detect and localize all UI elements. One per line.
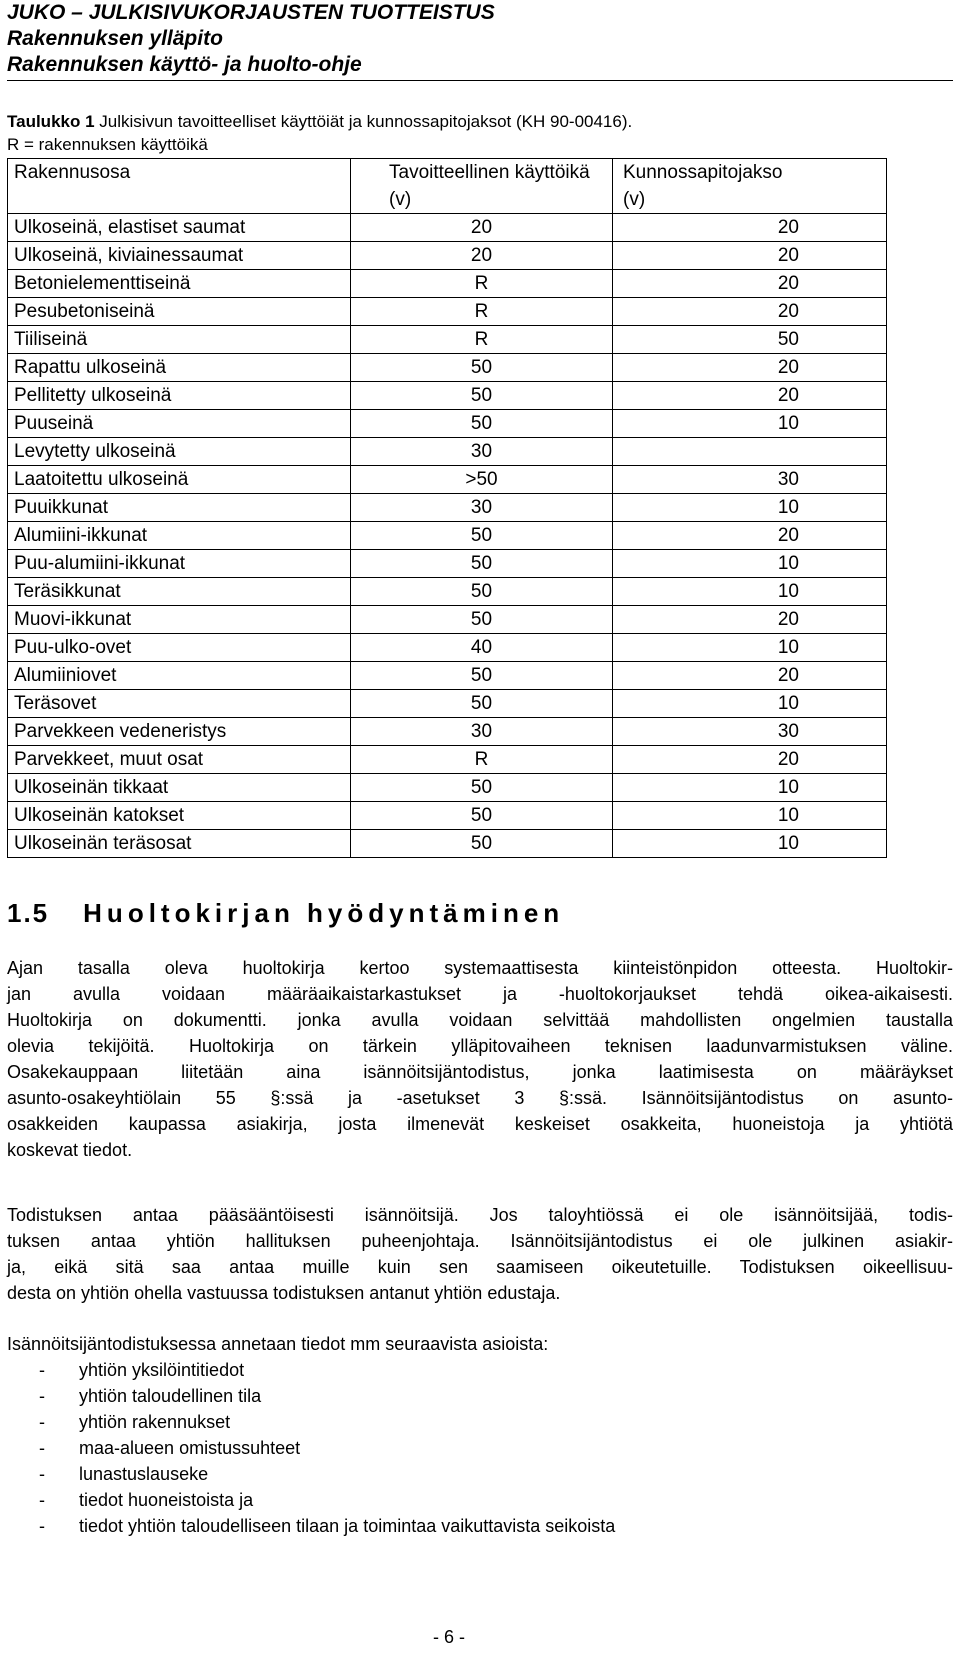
cell-life: 50 [351, 382, 613, 410]
cell-maint: 50 [613, 326, 887, 354]
paragraph-line: Todistuksen antaa pääsääntöisesti isännöitsijä. Jos taloyhtiössä ei ole isännöitsijää, todis- [7, 1205, 953, 1225]
list-item [7, 1513, 953, 1539]
header-part: Rakennusosa [8, 159, 351, 214]
paragraph-line: Osakekauppaan liitetään aina isännöitsijäntodistus, jonka laatimisesta on määräykset [7, 1062, 953, 1082]
cell-life: R [351, 270, 613, 298]
cell-part: Puu-alumiini-ikkunat [8, 550, 351, 578]
cell-maint: 20 [613, 746, 887, 774]
cell-part: Puuseinä [8, 410, 351, 438]
cell-part: Muovi-ikkunat [8, 606, 351, 634]
cell-life: 50 [351, 410, 613, 438]
list-intro: Isännöitsijäntodistuksessa annetaan tiedot mm seuraavista asioista: [7, 1334, 549, 1354]
list-marker: - [39, 1516, 45, 1536]
paragraph-line: olevia tekijöitä. Huoltokirja on tärkein ylläpitovaiheen teknisen laadunvarmistuksen väline. [7, 1036, 953, 1056]
cell-part: Alumiini-ikkunat [8, 522, 351, 550]
cell-maint: 20 [613, 242, 887, 270]
list-item [7, 1409, 953, 1435]
list-item [7, 1461, 953, 1487]
table-row [8, 634, 887, 662]
cell-part: Parvekkeen vedeneristys [8, 718, 351, 746]
info-list [7, 1357, 953, 1539]
list-item-text: yhtiön rakennukset [79, 1412, 231, 1432]
cell-part: Ulkoseinän teräsosat [8, 830, 351, 858]
list-marker: - [39, 1360, 45, 1380]
table-row [8, 354, 887, 382]
paragraph-2 [7, 1202, 953, 1306]
table-header-row [8, 159, 887, 214]
list-item-text: tiedot huoneistoista ja [79, 1490, 254, 1510]
cell-life: R [351, 298, 613, 326]
cell-part: Ulkoseinän tikkaat [8, 774, 351, 802]
cell-part: Ulkoseinä, kiviainessaumat [8, 242, 351, 270]
header-subtitle: Rakennuksen ylläpito [7, 27, 223, 50]
cell-life: 50 [351, 606, 613, 634]
cell-maint: 20 [613, 354, 887, 382]
page-number: - 6 - [433, 1627, 466, 1647]
table-row [8, 746, 887, 774]
list-marker: - [39, 1464, 45, 1484]
cell-maint: 10 [613, 494, 887, 522]
cell-maint: 10 [613, 550, 887, 578]
list-item-text: lunastuslauseke [79, 1464, 209, 1484]
section-title: Huoltokirjan hyödyntäminen [83, 898, 565, 928]
table-row [8, 326, 887, 354]
header-title: JUKO – JULKISIVUKORJAUSTEN TUOTTEISTUS [7, 1, 495, 24]
table-row [8, 802, 887, 830]
table-row [8, 270, 887, 298]
table-row [8, 606, 887, 634]
cell-life: R [351, 746, 613, 774]
table-caption-label: Taulukko 1 [7, 112, 95, 131]
cell-maint: 30 [613, 466, 887, 494]
cell-maint: 20 [613, 522, 887, 550]
table-row [8, 242, 887, 270]
list-item [7, 1383, 953, 1409]
cell-maint: 10 [613, 634, 887, 662]
cell-maint: 20 [613, 382, 887, 410]
cell-part: Parvekkeet, muut osat [8, 746, 351, 774]
table-row [8, 214, 887, 242]
header-life-unit: (v) [389, 189, 412, 210]
paragraph-line: tuksen antaa yhtiön hallituksen puheenjohtaja. Isännöitsijäntodistus ei ole julkinen asiakir- [7, 1231, 953, 1251]
cell-maint: 10 [613, 830, 887, 858]
section-heading [7, 898, 564, 929]
header-life-label: Tavoitteellinen käyttöikä [389, 162, 590, 183]
header-maint [613, 159, 887, 214]
table-row [8, 466, 887, 494]
table-row [8, 550, 887, 578]
cell-part: Rapattu ulkoseinä [8, 354, 351, 382]
paragraph-line: Ajan tasalla oleva huoltokirja kertoo systemaattisesta kiinteistönpidon otteesta. Huoltokir- [7, 958, 953, 978]
list-item-text: yhtiön yksilöintitiedot [79, 1360, 245, 1380]
paragraph-line: koskevat tiedot. [7, 1140, 133, 1160]
table-row [8, 662, 887, 690]
list-item-text: maa-alueen omistussuhteet [79, 1438, 301, 1458]
table-caption-note: R = rakennuksen käyttöikä [7, 135, 208, 154]
cell-life: 50 [351, 578, 613, 606]
cell-part: Ulkoseinän katokset [8, 802, 351, 830]
table-row [8, 690, 887, 718]
header-document-name: Rakennuksen käyttö- ja huolto-ohje [7, 53, 362, 76]
list-item [7, 1487, 953, 1513]
cell-life: 50 [351, 774, 613, 802]
list-marker: - [39, 1490, 45, 1510]
cell-part: Puuikkunat [8, 494, 351, 522]
maintenance-table [7, 158, 887, 858]
cell-life: 50 [351, 550, 613, 578]
table-caption [7, 110, 632, 156]
cell-part: Laatoitettu ulkoseinä [8, 466, 351, 494]
cell-life: 30 [351, 438, 613, 466]
table-row [8, 494, 887, 522]
header-life [351, 159, 613, 214]
cell-life: R [351, 326, 613, 354]
paragraph-3 [7, 1331, 953, 1539]
cell-maint: 10 [613, 690, 887, 718]
section-number: 1.5 [7, 898, 50, 928]
cell-life: 20 [351, 242, 613, 270]
paragraph-line: jan avulla voidaan määräaikaistarkastukset ja -huoltokorjaukset tehdä oikea-aikaisesti. [7, 984, 953, 1004]
paragraph-line: osakkeiden kaupassa asiakirja, josta ilmenevät keskeiset osakkeita, huoneistoja ja yhtiötä [7, 1114, 953, 1134]
cell-maint: 20 [613, 214, 887, 242]
paragraph-line: ja, eikä sitä saa antaa muille kuin sen saamiseen oikeutetuille. Todistuksen oikeellisuu- [7, 1257, 953, 1277]
table-row [8, 382, 887, 410]
cell-life: 50 [351, 662, 613, 690]
cell-part: Tiiliseinä [8, 326, 351, 354]
cell-life: 50 [351, 690, 613, 718]
paragraph-line: desta on yhtiön ohella vastuussa todistuksen antanut yhtiön edustaja. [7, 1283, 561, 1303]
cell-life: 20 [351, 214, 613, 242]
header-divider [7, 80, 953, 81]
cell-life: 50 [351, 802, 613, 830]
table-row [8, 578, 887, 606]
table-row [8, 410, 887, 438]
cell-part: Ulkoseinä, elastiset saumat [8, 214, 351, 242]
paragraph-1 [7, 955, 953, 1163]
cell-maint [613, 438, 887, 466]
cell-maint: 30 [613, 718, 887, 746]
cell-life: 50 [351, 830, 613, 858]
cell-maint: 20 [613, 662, 887, 690]
table-row [8, 522, 887, 550]
cell-maint: 20 [613, 298, 887, 326]
list-marker: - [39, 1438, 45, 1458]
cell-part: Pellitetty ulkoseinä [8, 382, 351, 410]
table-row [8, 298, 887, 326]
list-item [7, 1357, 953, 1383]
page-header [7, 0, 953, 78]
cell-life: 30 [351, 494, 613, 522]
cell-life: 40 [351, 634, 613, 662]
cell-maint: 10 [613, 802, 887, 830]
table-row [8, 774, 887, 802]
list-marker: - [39, 1386, 45, 1406]
cell-maint: 10 [613, 578, 887, 606]
cell-maint: 20 [613, 606, 887, 634]
cell-maint: 20 [613, 270, 887, 298]
paragraph-line: asunto-osakeyhtiölain 55 §:ssä ja -asetukset 3 §:ssä. Isännöitsijäntodistus on asunto- [7, 1088, 953, 1108]
cell-part: Pesubetoniseinä [8, 298, 351, 326]
cell-part: Betonielementtiseinä [8, 270, 351, 298]
cell-part: Alumiiniovet [8, 662, 351, 690]
table-row [8, 830, 887, 858]
paragraph-line: Huoltokirja on dokumentti. jonka avulla voidaan selvittää mahdollisten ongelmien taustalla [7, 1010, 953, 1030]
table-caption-text: Julkisivun tavoitteelliset käyttöiät ja kunnossapitojaksot (KH 90-00416). [99, 112, 633, 131]
cell-part: Levytetty ulkoseinä [8, 438, 351, 466]
cell-life: >50 [351, 466, 613, 494]
header-maint-unit: (v) [623, 189, 646, 210]
list-item-text: yhtiön taloudellinen tila [79, 1386, 262, 1406]
cell-part: Teräsovet [8, 690, 351, 718]
list-item [7, 1435, 953, 1461]
cell-part: Teräsikkunat [8, 578, 351, 606]
list-marker: - [39, 1412, 45, 1432]
list-item-text: tiedot yhtiön taloudelliseen tilaan ja toimintaa vaikuttavista seikoista [79, 1516, 616, 1536]
cell-life: 50 [351, 522, 613, 550]
cell-life: 30 [351, 718, 613, 746]
table-row [8, 438, 887, 466]
cell-life: 50 [351, 354, 613, 382]
header-maint-label: Kunnossapitojakso [623, 162, 783, 183]
cell-part: Puu-ulko-ovet [8, 634, 351, 662]
cell-maint: 10 [613, 774, 887, 802]
cell-maint: 10 [613, 410, 887, 438]
table-row [8, 718, 887, 746]
